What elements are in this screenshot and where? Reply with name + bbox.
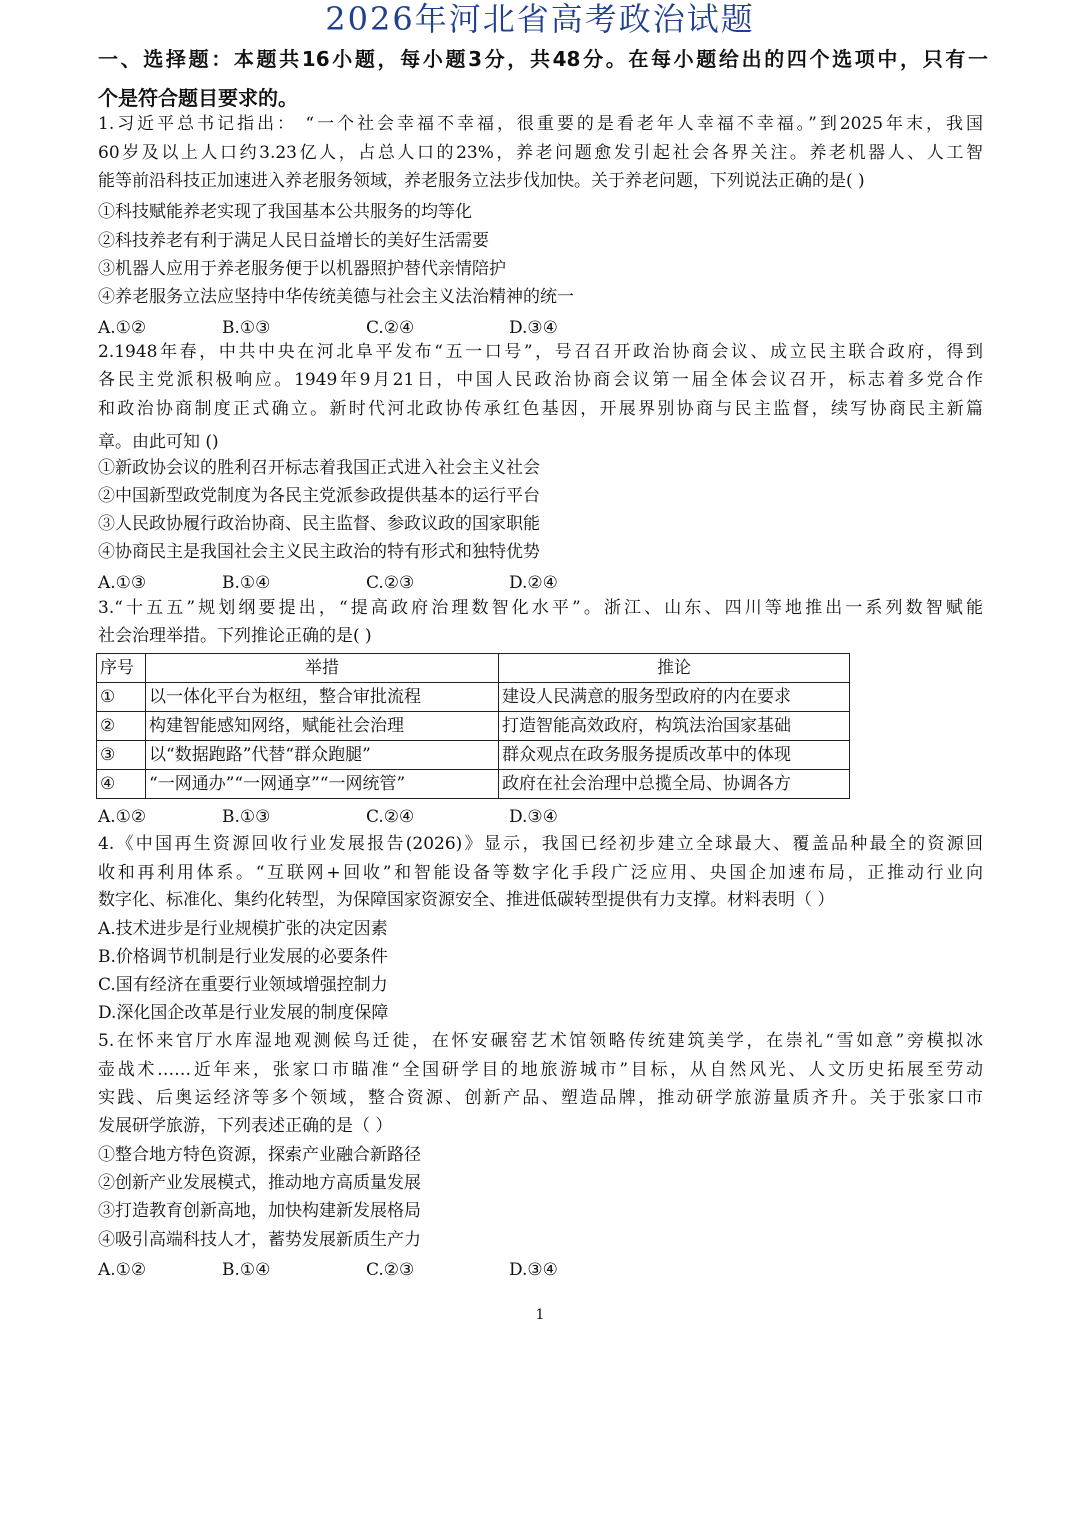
q2-statement: ②中国新型政党制度为各民主党派参政提供基本的运行平台: [98, 486, 540, 506]
q1-choice-d: D.③④: [509, 318, 558, 338]
q1-stem-line: 60岁及以上人口约3.23亿人，占总人口的23%，养老问题愈发引起社会各界关注。养老机器人、人工智: [98, 143, 983, 163]
q5-choice-d: D.③④: [509, 1260, 558, 1280]
q1-statement: ④养老服务立法应坚持中华传统美德与社会主义法治精神的统一: [98, 287, 574, 307]
q2-statement: ③人民政协履行政治协商、民主监督、参政议政的国家职能: [98, 514, 540, 534]
table-cell: ④: [97, 770, 146, 799]
q3-stem-line: 3.“十五五”规划纲要提出，“提高政府治理数智化水平”。浙江、山东、四川等地推出一系列数智赋能: [98, 598, 983, 618]
q5-choice-b: B.①④: [222, 1260, 271, 1280]
q4-option-d: D.深化国企改革是行业发展的制度保障: [98, 1003, 389, 1023]
q2-stem-line: 2.1948年春，中共中央在河北阜平发布“五一口号”，号召召开政治协商会议、成立民主联合政府，得到: [98, 342, 983, 362]
q4-option-c: C.国有经济在重要行业领域增强控制力: [98, 975, 388, 995]
table-cell: 构建智能感知网络，赋能社会治理: [146, 712, 499, 741]
q1-choice-a: A.①②: [98, 318, 147, 338]
q1-choice-b: B.①③: [222, 318, 271, 338]
table-cell: 政府在社会治理中总揽全局、协调各方: [499, 770, 850, 799]
q4-option-a: A.技术进步是行业规模扩张的决定因素: [98, 919, 388, 939]
section-heading-line-2: 个是符合题目要求的。: [98, 86, 298, 110]
q2-stem-line: 和政治协商制度正式确立。新时代河北政协传承红色基因，开展界别协商与民主监督，续写协商民主新篇: [98, 399, 983, 419]
q5-stem-line: 实践、后奥运经济等多个领域，整合资源、创新产品、塑造品牌，推动研学旅游量质齐升。关于张家口市: [98, 1088, 983, 1108]
q1-statement: ③机器人应用于养老服务便于以机器照护替代亲情陪护: [98, 259, 506, 279]
table-cell: 以“数据跑路”代替“群众跑腿”: [146, 741, 499, 770]
section-heading-line-1: 一、选择题：本题共16小题，每小题3分，共48分。在每小题给出的四个选项中，只有一: [98, 47, 988, 71]
q2-choice-a: A.①③: [98, 573, 147, 593]
q1-statement: ①科技赋能养老实现了我国基本公共服务的均等化: [98, 202, 472, 222]
table-row: [97, 770, 850, 799]
table-cell: 以一体化平台为枢纽，整合审批流程: [146, 683, 499, 712]
q3-choice-d: D.③④: [509, 807, 558, 827]
q5-stem-line: 5.在怀来官厅水库湿地观测候鸟迁徙，在怀安碾窑艺术馆领略传统建筑美学，在崇礼“雪如意”旁模拟冰: [98, 1031, 983, 1051]
table-header-row: [97, 654, 850, 683]
q5-statement: ④吸引高端科技人才，蓄势发展新质生产力: [98, 1230, 421, 1250]
q5-choice-a: A.①②: [98, 1260, 147, 1280]
q1-stem-line: 能等前沿科技正加速进入养老服务领域，养老服务立法步伐加快。关于养老问题，下列说法正确的是( ): [98, 171, 865, 191]
q5-statement: ②创新产业发展模式，推动地方高质量发展: [98, 1173, 421, 1193]
table-header-cell: 推论: [499, 654, 850, 683]
q2-statement: ①新政协会议的胜利召开标志着我国正式进入社会主义社会: [98, 458, 540, 478]
q4-stem-line: 收和再利用体系。“互联网+回收”和智能设备等数字化手段广泛应用、央国企加速布局，正推动行业向: [98, 863, 983, 883]
page-title: 2026年河北省高考政治试题: [325, 0, 755, 38]
q2-choice-d: D.②④: [509, 573, 558, 593]
q1-stem-line: 1.习近平总书记指出： “一个社会幸福不幸福，很重要的是看老年人幸福不幸福。”到2025年末，我国: [98, 114, 983, 134]
table-row: [97, 741, 850, 770]
table-cell: ②: [97, 712, 146, 741]
q4-stem-line: 4.《中国再生资源回收行业发展报告(2026)》显示，我国已经初步建立全球最大、覆盖品种最全的资源回: [98, 834, 983, 854]
table-row: [97, 712, 850, 741]
q3-choice-b: B.①③: [222, 807, 271, 827]
q4-option-b: B.价格调节机制是行业发展的必要条件: [98, 947, 388, 967]
q2-choice-b: B.①④: [222, 573, 271, 593]
q3-choice-c: C.②④: [366, 807, 415, 827]
table-cell: 建设人民满意的服务型政府的内在要求: [499, 683, 850, 712]
table-cell: “一网通办”“一网通享”“一网统管”: [146, 770, 499, 799]
q2-stem-line: 各民主党派积极响应。1949年9月21日，中国人民政治协商会议第一届全体会议召开，标志着多党合作: [98, 370, 983, 390]
q5-stem-line: 发展研学旅游，下列表述正确的是（ ）: [98, 1116, 393, 1136]
table-cell: ①: [97, 683, 146, 712]
q2-choice-c: C.②③: [366, 573, 415, 593]
q2-statement: ④协商民主是我国社会主义民主政治的特有形式和独特优势: [98, 542, 540, 562]
q5-stem-line: 壶战术……近年来，张家口市瞄准“全国研学目的地旅游城市”目标，从自然风光、人文历史拓展至劳动: [98, 1060, 983, 1080]
q5-choice-c: C.②③: [366, 1260, 415, 1280]
q3-stem-line: 社会治理举措。下列推论正确的是( ): [98, 626, 372, 646]
table-header-cell: 举措: [146, 654, 499, 683]
q1-statement: ②科技养老有利于满足人民日益增长的美好生活需要: [98, 231, 489, 251]
q5-statement: ③打造教育创新高地，加快构建新发展格局: [98, 1201, 421, 1221]
q2-stem-line: 章。由此可知 (): [98, 432, 219, 452]
table-cell: 打造智能高效政府，构筑法治国家基础: [499, 712, 850, 741]
q4-stem-line: 数字化、标准化、集约化转型，为保障国家资源安全、推进低碳转型提供有力支撑。材料表明（ ）: [98, 890, 835, 910]
q3-table: [96, 653, 850, 799]
table-cell: ③: [97, 741, 146, 770]
table-header-cell: 序号: [97, 654, 146, 683]
table-cell: 群众观点在政务服务提质改革中的体现: [499, 741, 850, 770]
q5-statement: ①整合地方特色资源，探索产业融合新路径: [98, 1145, 421, 1165]
table-row: [97, 683, 850, 712]
q1-choice-c: C.②④: [366, 318, 415, 338]
page-number: 1: [535, 1307, 545, 1323]
q3-choice-a: A.①②: [98, 807, 147, 827]
